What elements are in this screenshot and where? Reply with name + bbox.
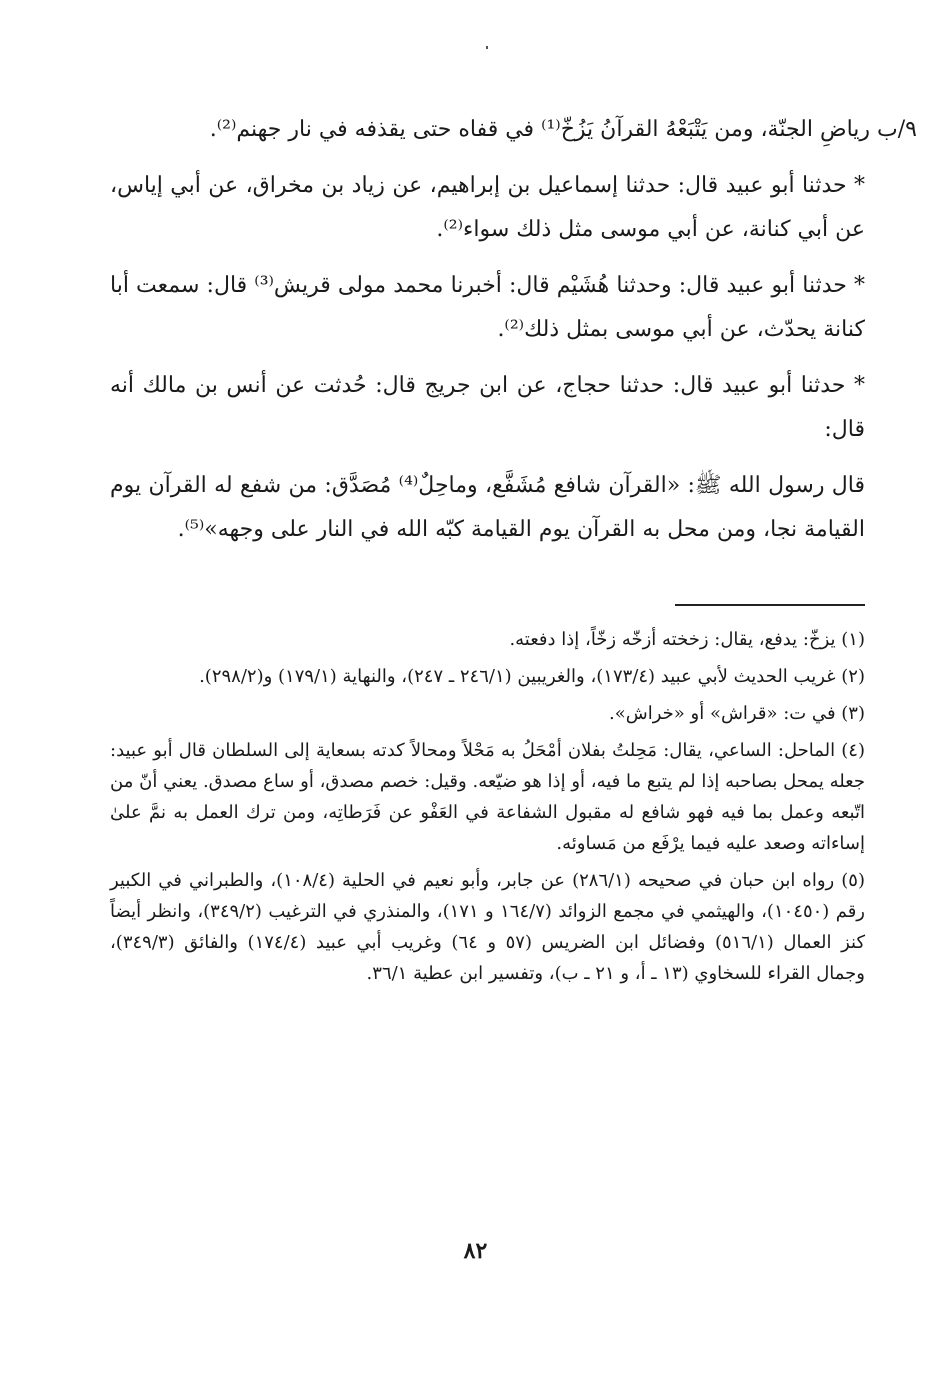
main-text (110, 108, 917, 552)
footnote-3: (٣) في ت: «قراش» أو «خراش». (609, 703, 865, 724)
footnotes (110, 624, 865, 989)
page-body (110, 108, 917, 995)
footnote-5: (٥) رواه ابن حبان في صحيحه (٢٨٦/١) عن جابر، وأبو نعيم في الحلية (١٠٨/٤)، والطبراني في الكبير رقم (١٠٤٥٠)، والهيثمي في مجمع الزوائد (١٦٤/٧ و ١٧١)، والمنذري في الترغيب (٣٤٩/٢)، وانظر أيضاً كنز العمال (٥١٦/١) وفضائل ابن الضريس (٥٧ و ٦٤) وغريب أبي عبيد (١٧٤/٤) والفائق (٣٤٩/٣)، وجمال القراء للسخاوي (١٣ ـ أ، و ٢١ ـ ب)، وتفسير ابن عطية ٣٦/١. (110, 870, 866, 984)
paragraph-4: * حدثنا أبو عبيد قال: حدثنا حجاج، عن ابن جريج قال: حُدثت عن أنس بن مالك أنه قال: (110, 373, 865, 442)
footnote-2: (٢) غريب الحديث لأبي عبيد (١٧٣/٤)، والغريبين (٢٤٦/١ ـ ٢٤٧)، والنهاية (١٧٩/١) و(٢٩٨/٢). (199, 666, 865, 687)
footnote-divider (675, 604, 865, 606)
footnote-1: (١) يزخّ: يدفع، يقال: زخخته أزخّه زخّاً، إذا دفعته. (509, 629, 865, 650)
page-number: ٨٢ (463, 1238, 488, 1264)
paragraph-1: ٩/ب رياضِ الجنّة، ومن يَتْبَعْهُ القرآنُ يَزُخّ⁽¹⁾ في قفاه حتى يقذفه في نار جهنم⁽²⁾. (209, 117, 917, 142)
paragraph-5: قال رسول الله ﷺ: «القرآن شافع مُشَفَّع، وماحِلٌ⁽⁴⁾ مُصَدَّق: من شفع له القرآن يوم القيامة نجا، ومن محل به القرآن يوم القيامة كبّه الله في النار على وجهه»⁽⁵⁾. (110, 473, 866, 542)
paragraph-3: * حدثنا أبو عبيد قال: وحدثنا هُشَيْم قال: أخبرنا محمد مولى قريش⁽³⁾ قال: سمعت أبا كنانة يحدّث، عن أبي موسى بمثل ذلك⁽²⁾. (110, 273, 865, 342)
paragraph-2: * حدثنا أبو عبيد قال: حدثنا إسماعيل بن إبراهيم، عن زياد بن مخراق، عن أبي إياس، عن أبي كنانة، عن أبي موسى مثل ذلك سواء⁽²⁾. (110, 173, 865, 242)
footnote-4: (٤) الماحل: الساعي، يقال: مَحِلتُ بفلان أمْحَلُ به مَحْلاً ومحالاً كدته بسعاية إلى السلطان قال أبو عبيد: جعله يمحل بصاحبه إذا لم يتبع ما فيه، أو إذا هو ضيّعه. وقيل: خصم مصدق، أو ساع مصدق. يعني أنّ من اتّبعه وعمل بما فيه فهو شافع له مقبول الشفاعة في العَفْو عن فَرَطاتِه، ومن ترك العمل به نمَّ علىٰ إساءاته وصعد عليه فيما يرْفَع من مَساوئه. (110, 740, 865, 854)
page-edge-mark (486, 46, 488, 49)
